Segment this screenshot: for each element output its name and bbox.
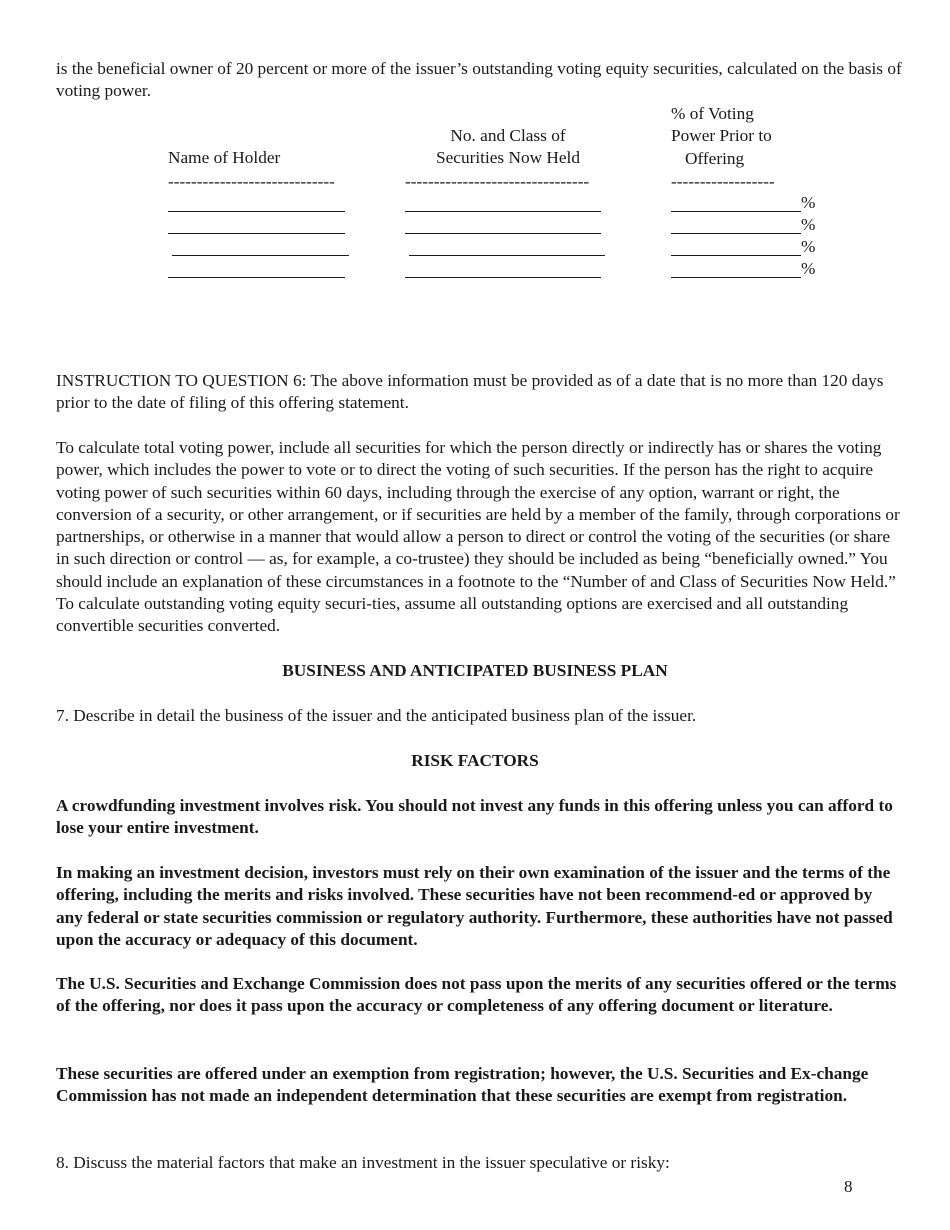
divider-class: -------------------------------- bbox=[405, 172, 590, 191]
blank-class-2[interactable] bbox=[405, 233, 601, 234]
col-header-class-line2: Securities Now Held bbox=[436, 148, 580, 168]
pct-symbol-3: % bbox=[801, 237, 816, 256]
risk-paragraph-2: In making an investment decision, investors must rely on their own examination of the issuer and the terms of the offering, including the merits and risks involved. These securities have not been recommend-ed or approved by any federal or state securities commission or regulatory authority. Furthermore, these authorities have not passed upon the accuracy or adequacy of this document. bbox=[56, 863, 893, 949]
col-header-pct-line2: Power Prior to bbox=[671, 126, 772, 146]
pct-symbol-4: % bbox=[801, 259, 816, 278]
col-header-name: Name of Holder bbox=[168, 148, 281, 167]
blank-name-2[interactable] bbox=[168, 233, 345, 234]
col-header-pct-line1: % of Voting bbox=[671, 104, 754, 123]
question-8: 8. Discuss the material factors that make an investment in the issuer speculative or risky: bbox=[56, 1153, 670, 1172]
blank-name-1[interactable] bbox=[168, 211, 345, 212]
voting-power-paragraph: To calculate total voting power, include all securities for which the person directly or indirectly has or shares the voting power, which includes the power to vote or to direct the voting of such securities. If the person has the right to acquire voting power of such securities within 60 days, including through the exercise of any option, warrant or right, the conversion of a security, or other arrangement, or if securities are held by a member of the family, through corporations or partnerships, or otherwise in a manner that would allow a person to direct or control the voting of the securities (or share in such direction or control — as, for example, a co-trustee) they should be included as being “beneficially owned.” You should include an explanation of these circumstances in a footnote to the “Number of and Class of Securities Now Held.” To calculate outstanding voting equity securi-ties, assume all outstanding options are exercised and all outstanding convertible securities converted. bbox=[56, 438, 900, 636]
blank-class-1[interactable] bbox=[405, 211, 601, 212]
instruction-paragraph: INSTRUCTION TO QUESTION 6: The above information must be provided as of a date that is no more than 120 days prior to the date of filing of this offering statement. bbox=[56, 371, 884, 413]
col-header-pct bbox=[671, 103, 772, 170]
pct-symbol-2: % bbox=[801, 215, 816, 234]
blank-class-3[interactable] bbox=[409, 255, 605, 256]
question-7: 7. Describe in detail the business of the issuer and the anticipated business plan of the issuer. bbox=[56, 706, 697, 725]
col-header-class bbox=[405, 125, 611, 170]
blank-pct-2[interactable] bbox=[671, 233, 801, 234]
intro-paragraph: is the beneficial owner of 20 percent or more of the issuer’s outstanding voting equity securities, calculated on the basis of voting power. bbox=[56, 59, 902, 101]
blank-class-4[interactable] bbox=[405, 277, 601, 278]
risk-paragraph-4: These securities are offered under an exemption from registration; however, the U.S. Securities and Ex-change Commission has not made an independent determination that these securities are exempt from registration. bbox=[56, 1064, 869, 1106]
col-header-pct-line3: Offering bbox=[685, 148, 745, 168]
pct-symbol-1: % bbox=[801, 193, 816, 212]
blank-pct-4[interactable] bbox=[671, 277, 801, 278]
blank-name-3[interactable] bbox=[172, 255, 349, 256]
page-number: 8 bbox=[844, 1177, 853, 1196]
blank-pct-3[interactable] bbox=[671, 255, 801, 256]
heading-risk: RISK FACTORS bbox=[411, 751, 539, 770]
divider-name: ----------------------------- bbox=[168, 172, 335, 191]
risk-paragraph-3: The U.S. Securities and Exchange Commission does not pass upon the merits of any securities offered or the terms of the offering, nor does it pass upon the accuracy or completeness of any offering document or literature. bbox=[56, 974, 897, 1016]
blank-pct-1[interactable] bbox=[671, 211, 801, 212]
divider-pct: ------------------ bbox=[671, 172, 775, 191]
risk-paragraph-1: A crowdfunding investment involves risk. You should not invest any funds in this offering unless you can afford to lose your entire investment. bbox=[56, 796, 893, 838]
blank-name-4[interactable] bbox=[168, 277, 345, 278]
heading-business: BUSINESS AND ANTICIPATED BUSINESS PLAN bbox=[282, 661, 668, 680]
col-header-class-line1: No. and Class of bbox=[450, 126, 566, 145]
